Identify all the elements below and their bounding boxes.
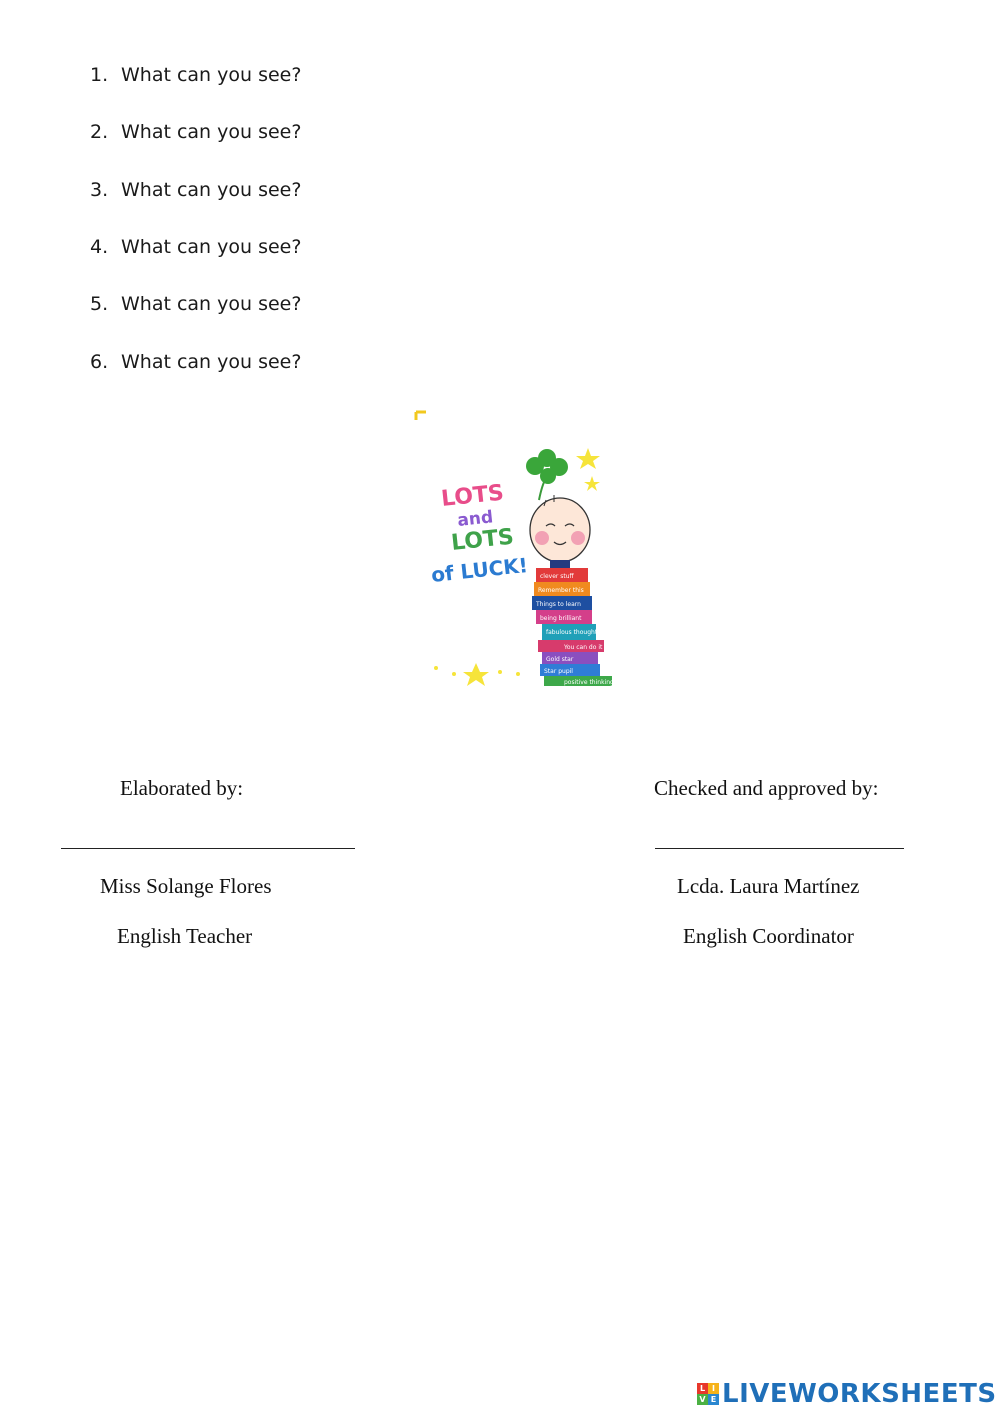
logo-mark-icon: L I V E <box>697 1383 719 1405</box>
right-signer-name: Lcda. Laura Martínez <box>677 874 860 898</box>
svg-text:being brilliant: being brilliant <box>540 615 582 622</box>
svg-text:Things to learn: Things to learn <box>536 601 581 608</box>
svg-text:You can do it: You can do it <box>564 644 603 651</box>
svg-text:clever stuff: clever stuff <box>540 573 574 580</box>
question-text: What can you see? <box>121 236 302 258</box>
svg-text:and: and <box>456 507 495 531</box>
logo-text: LIVEWORKSHEETS <box>722 1379 997 1409</box>
elaborated-by-heading: Elaborated by: <box>120 776 244 800</box>
left-signer-role: English Teacher <box>117 924 253 948</box>
question-text: What can you see? <box>121 121 302 143</box>
approved-by-heading: Checked and approved by: <box>654 776 879 800</box>
question-item: 2. What can you see? <box>90 121 302 143</box>
svg-text:Star pupil: Star pupil <box>544 668 573 675</box>
question-text: What can you see? <box>121 179 302 201</box>
svg-text:of LUCK!: of LUCK! <box>430 552 529 587</box>
svg-text:LOTS: LOTS <box>440 480 506 512</box>
question-text: What can you see? <box>121 64 302 86</box>
svg-text:LOTS: LOTS <box>450 524 516 556</box>
svg-text:Gold star: Gold star <box>546 656 574 663</box>
question-text: What can you see? <box>121 351 302 373</box>
right-signature-line <box>655 848 904 849</box>
question-item: 5. What can you see? <box>90 293 302 315</box>
good-luck-picture <box>414 410 620 686</box>
question-item: 6. What can you see? <box>90 351 302 373</box>
svg-text:fabulous thoughts: fabulous thoughts <box>546 629 601 636</box>
question-text: What can you see? <box>121 293 302 315</box>
svg-text:Remember this: Remember this <box>538 587 584 594</box>
left-signature-line <box>61 848 355 849</box>
liveworksheets-logo <box>697 1380 997 1408</box>
question-item: 3. What can you see? <box>90 179 302 201</box>
question-item: 1. What can you see? <box>90 64 302 86</box>
good-luck-illustration <box>414 410 620 686</box>
question-item: 4. What can you see? <box>90 236 302 258</box>
right-signer-role: English Coordinator <box>683 924 854 948</box>
svg-text:positive thinking: positive thinking <box>564 679 614 686</box>
left-signer-name: Miss Solange Flores <box>100 874 272 898</box>
